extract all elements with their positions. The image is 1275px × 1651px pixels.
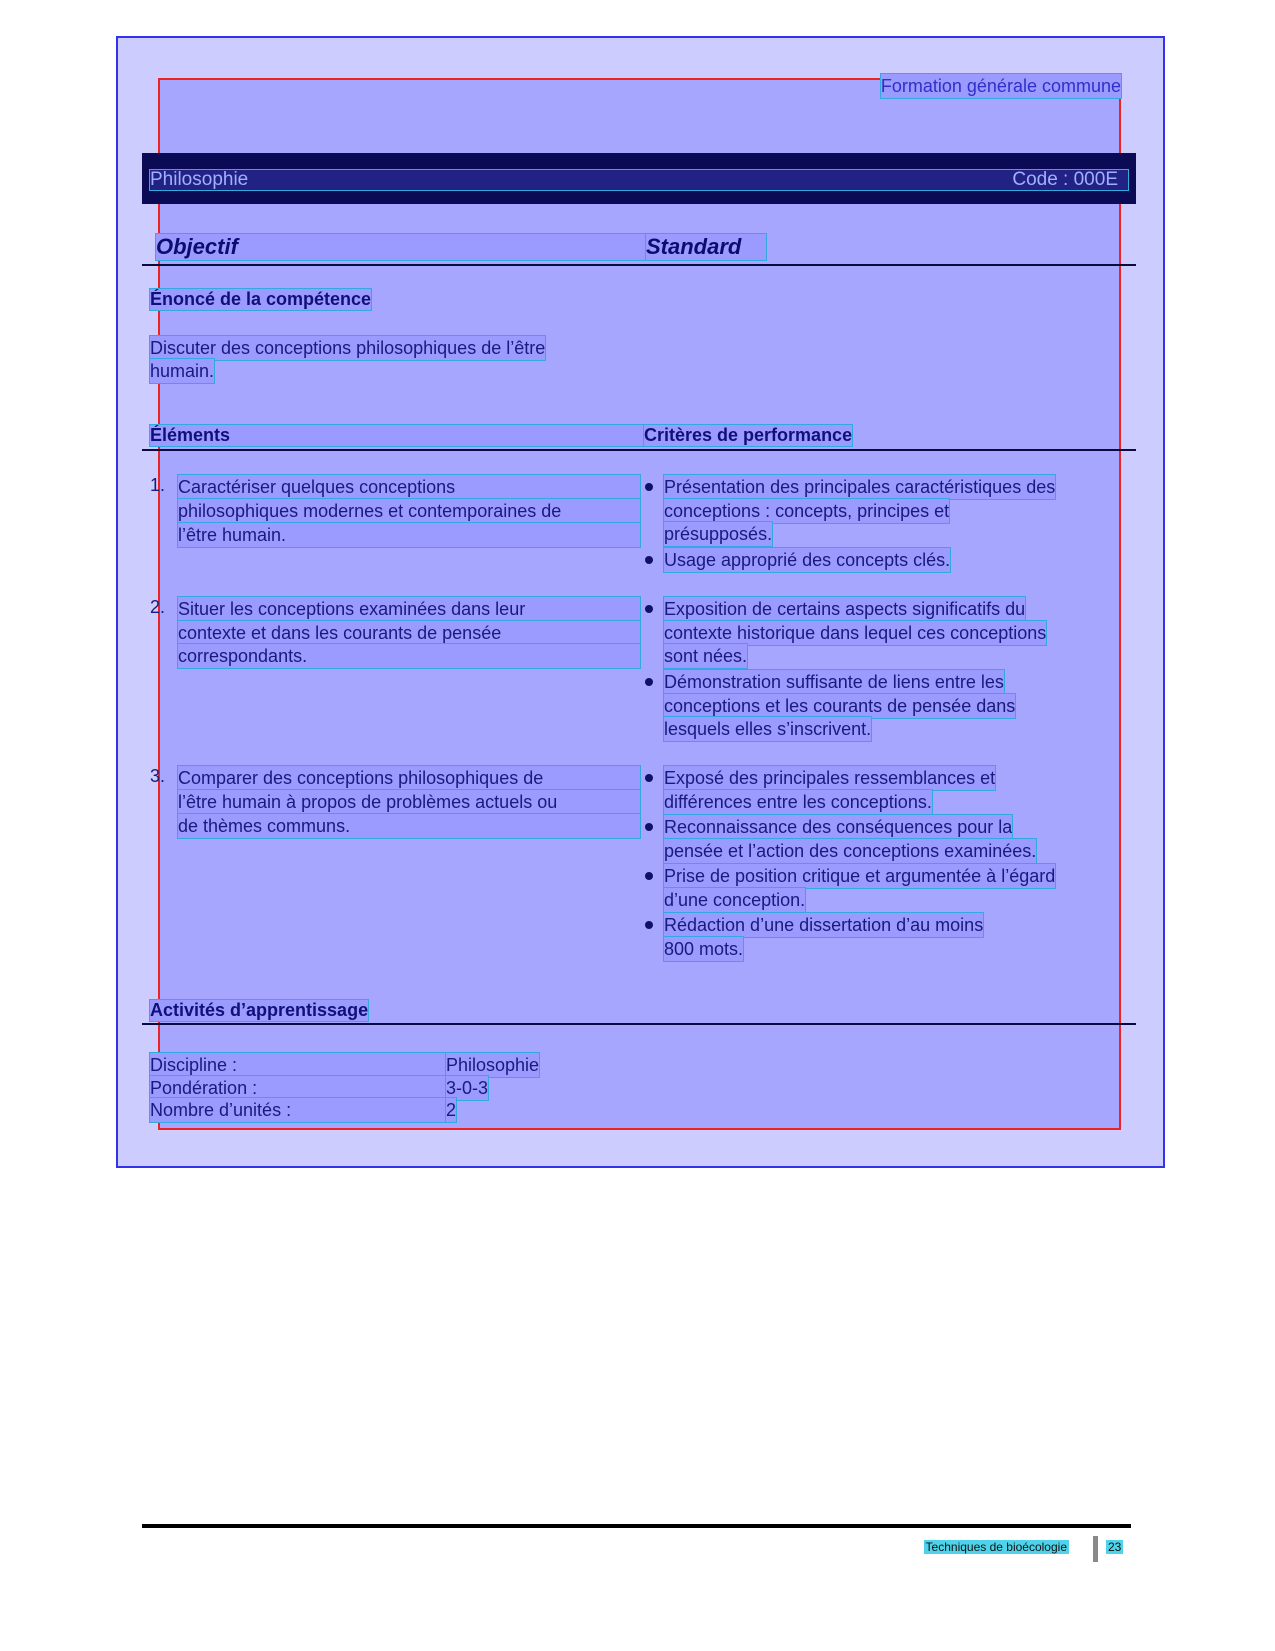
competence-text-line1: Discuter des conceptions philosophiques de l’être [150, 338, 546, 358]
competence-heading: Énoncé de la compétence [150, 289, 372, 309]
elements-heading: Éléments [150, 425, 644, 446]
element-line: de thèmes communs. [178, 814, 640, 838]
objective-heading: Objectif [156, 234, 646, 260]
activities-heading: Activités d’apprentissage [150, 1000, 369, 1020]
element-number: 2. [150, 597, 166, 617]
criterion-line: conceptions : concepts, principes et [664, 501, 950, 521]
element-line: l’être humain. [178, 523, 640, 547]
bullet-icon [645, 605, 653, 613]
criteria-heading: Critères de performance [644, 425, 853, 445]
bullet-icon [645, 678, 653, 686]
criterion-line: Démonstration suffisante de liens entre les [664, 672, 1004, 692]
element-line: contexte et dans les courants de pensée [178, 621, 640, 645]
element-line: philosophiques modernes et contemporaines de [178, 499, 640, 523]
criterion-line: d’une conception. [664, 890, 806, 910]
units-label: Nombre d’unités : [150, 1098, 446, 1122]
criterion-line: sont nées. [664, 646, 748, 666]
criterion-line: Présentation des principales caractéristiques des [664, 477, 1056, 497]
bullet-icon [645, 483, 653, 491]
footer-rule [142, 1524, 1131, 1528]
footer-separator [1093, 1536, 1098, 1562]
course-code: Code : 000E [1012, 169, 1118, 190]
rule-elements [142, 449, 1136, 451]
course-bar [142, 153, 1136, 204]
bullet-icon [645, 921, 653, 929]
bullet-icon [645, 774, 653, 782]
element-line: Situer les conceptions examinées dans leur [178, 597, 640, 621]
element-number: 3. [150, 766, 166, 786]
discipline-value: Philosophie [446, 1055, 540, 1075]
criterion-line: Rédaction d’une dissertation d’au moins [664, 915, 984, 935]
units-value: 2 [446, 1100, 457, 1120]
rule-objective [142, 264, 1136, 266]
element-line: correspondants. [178, 644, 640, 668]
criterion-line: Prise de position critique et argumentée à l’égard [664, 866, 1056, 886]
criterion-line: différences entre les conceptions. [664, 792, 932, 812]
criterion-line: pensée et l’action des conceptions examinées. [664, 841, 1037, 861]
criterion-line: lesquels elles s’inscrivent. [664, 719, 872, 739]
competence-text-line2: humain. [150, 361, 215, 381]
element-number: 1. [150, 475, 166, 495]
page-number: 23 [1108, 1540, 1122, 1554]
bullet-icon [645, 556, 653, 564]
element-line: l’être humain à propos de problèmes actuels ou [178, 790, 640, 814]
bullet-icon [645, 872, 653, 880]
criterion-line: contexte historique dans lequel ces conceptions [664, 623, 1047, 643]
criterion-line: 800 mots. [664, 939, 744, 959]
bullet-icon [645, 823, 653, 831]
criterion-line: présupposés. [664, 524, 773, 544]
formation-label: Formation générale commune [880, 76, 1121, 96]
standard-heading: Standard [646, 234, 766, 260]
criterion-line: conceptions et les courants de pensée dans [664, 696, 1016, 716]
rule-activities [142, 1023, 1136, 1025]
element-line: Caractériser quelques conceptions [178, 475, 640, 499]
criterion-line: Usage approprié des concepts clés. [664, 550, 951, 570]
course-title: Philosophie [150, 169, 249, 190]
criterion-line: Reconnaissance des conséquences pour la [664, 817, 1013, 837]
element-line: Comparer des conceptions philosophiques de [178, 766, 640, 790]
footer-program: Techniques de bioécologie [925, 1540, 1067, 1554]
criterion-line: Exposition de certains aspects significatifs du [664, 599, 1026, 619]
criterion-line: Exposé des principales ressemblances et [664, 768, 996, 788]
course-bar-highlight [150, 170, 1128, 190]
ponderation-label: Pondération : [150, 1076, 446, 1100]
ponderation-value: 3-0-3 [446, 1078, 489, 1098]
discipline-label: Discipline : [150, 1053, 446, 1077]
